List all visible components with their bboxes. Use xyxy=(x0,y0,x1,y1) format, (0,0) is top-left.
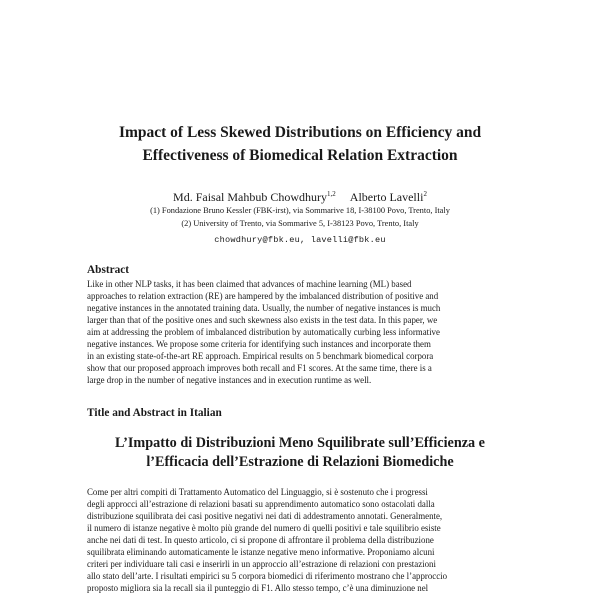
italian-abstract-line: il numero di istanze negative è molto più grande del numero di quelli positivi e tale squilibrio esiste xyxy=(87,523,441,534)
author-emails: chowdhury@fbk.eu, lavelli@fbk.eu xyxy=(214,235,386,245)
abstract-line: negative instances. We propose some criteria for identifying such instances and incorporate them xyxy=(87,339,431,350)
abstract-line: large drop in the number of negative instances and in execution runtime as well. xyxy=(87,375,372,386)
abstract-line: approaches to relation extraction (RE) are hampered by the imbalanced distribution of positive and xyxy=(87,291,439,302)
italian-abstract-line: Come per altri compiti di Trattamento Automatico del Linguaggio, si è sostenuto che i progressi xyxy=(87,487,428,497)
italian-title-line-1: L’Impatto di Distribuzioni Meno Squilibrate sull’Efficienza e xyxy=(115,435,485,451)
abstract-line: Like in other NLP tasks, it has been claimed that advances of machine learning (ML) based xyxy=(87,279,412,289)
italian-abstract-line: distribuzione squilibrata dei casi positive negativi nei dati di addestramento annotati. Generalmente, xyxy=(87,511,443,522)
abstract-line: negative instances in the annotated training data. Usually, the number of negative instances is much xyxy=(87,303,441,314)
author-name-2: Alberto Lavelli xyxy=(349,190,424,204)
abstract-line: show that our proposed approach improves both recall and F1 scores. At the same time, there is a xyxy=(87,363,432,374)
author-list xyxy=(60,187,540,205)
italian-abstract-line: criteri per individuare tali casi e inserirli in un approccio all’estrazione di relazioni con prestazioni xyxy=(87,559,436,570)
abstract-line: in an existing state-of-the-art RE approach. Empirical results on 5 benchmark biomedical corpora xyxy=(87,351,434,362)
italian-section-heading: Title and Abstract in Italian xyxy=(87,407,222,419)
italian-abstract-line: allo stato dell’arte. I risultati empirici su 5 corpora biomedici di riferimento mostrano che l’approccio xyxy=(87,571,448,582)
abstract-body xyxy=(87,278,519,386)
abstract-line: larger than that of the positive ones and such skewness also exists in the test data. In this paper, we xyxy=(87,315,438,326)
paper-title xyxy=(60,121,540,167)
author-affil-1: 1,2 xyxy=(327,190,336,198)
abstract-line: aim at addressing the problem of imbalanced distribution by automatically curbing less informative xyxy=(87,327,440,338)
italian-abstract-line: squilibrata eliminando automaticamente le istanze negative meno informative. Proponiamo alcuni xyxy=(87,547,435,558)
author-name-1: Md. Faisal Mahbub Chowdhury xyxy=(173,190,328,204)
paper-title-line-1: Impact of Less Skewed Distributions on Efficiency and xyxy=(118,124,482,141)
affiliation-2: (2) University of Trento, via Sommarive 5, I-38123 Povo, Trento, Italy xyxy=(181,219,419,228)
italian-title xyxy=(60,434,540,472)
paper-title-line-2: Effectiveness of Biomedical Relation Extraction xyxy=(142,147,458,164)
affiliation-1: (1) Fondazione Bruno Kessler (FBK-irst), via Sommarive 18, I-38100 Povo, Trento, Italy xyxy=(150,206,450,215)
author-affil-2: 2 xyxy=(423,190,427,198)
italian-abstract-line: anche nei dati di test. In questo articolo, ci si propone di affrontare il problema della distribuzione xyxy=(87,535,434,546)
italian-title-line-2: l’Efficacia dell’Estrazione di Relazioni Biomediche xyxy=(146,454,454,470)
italian-abstract-line: proposto migliora sia la recall sia il punteggio di F1. Allo stesso tempo, c’è una diminuzione nel xyxy=(87,583,429,594)
italian-abstract-body xyxy=(87,486,519,594)
abstract-heading: Abstract xyxy=(87,264,130,276)
italian-abstract-line: degli approcci all’estrazione di relazioni basati su apprendimento automatico sono ostacolati dalla xyxy=(87,499,435,510)
